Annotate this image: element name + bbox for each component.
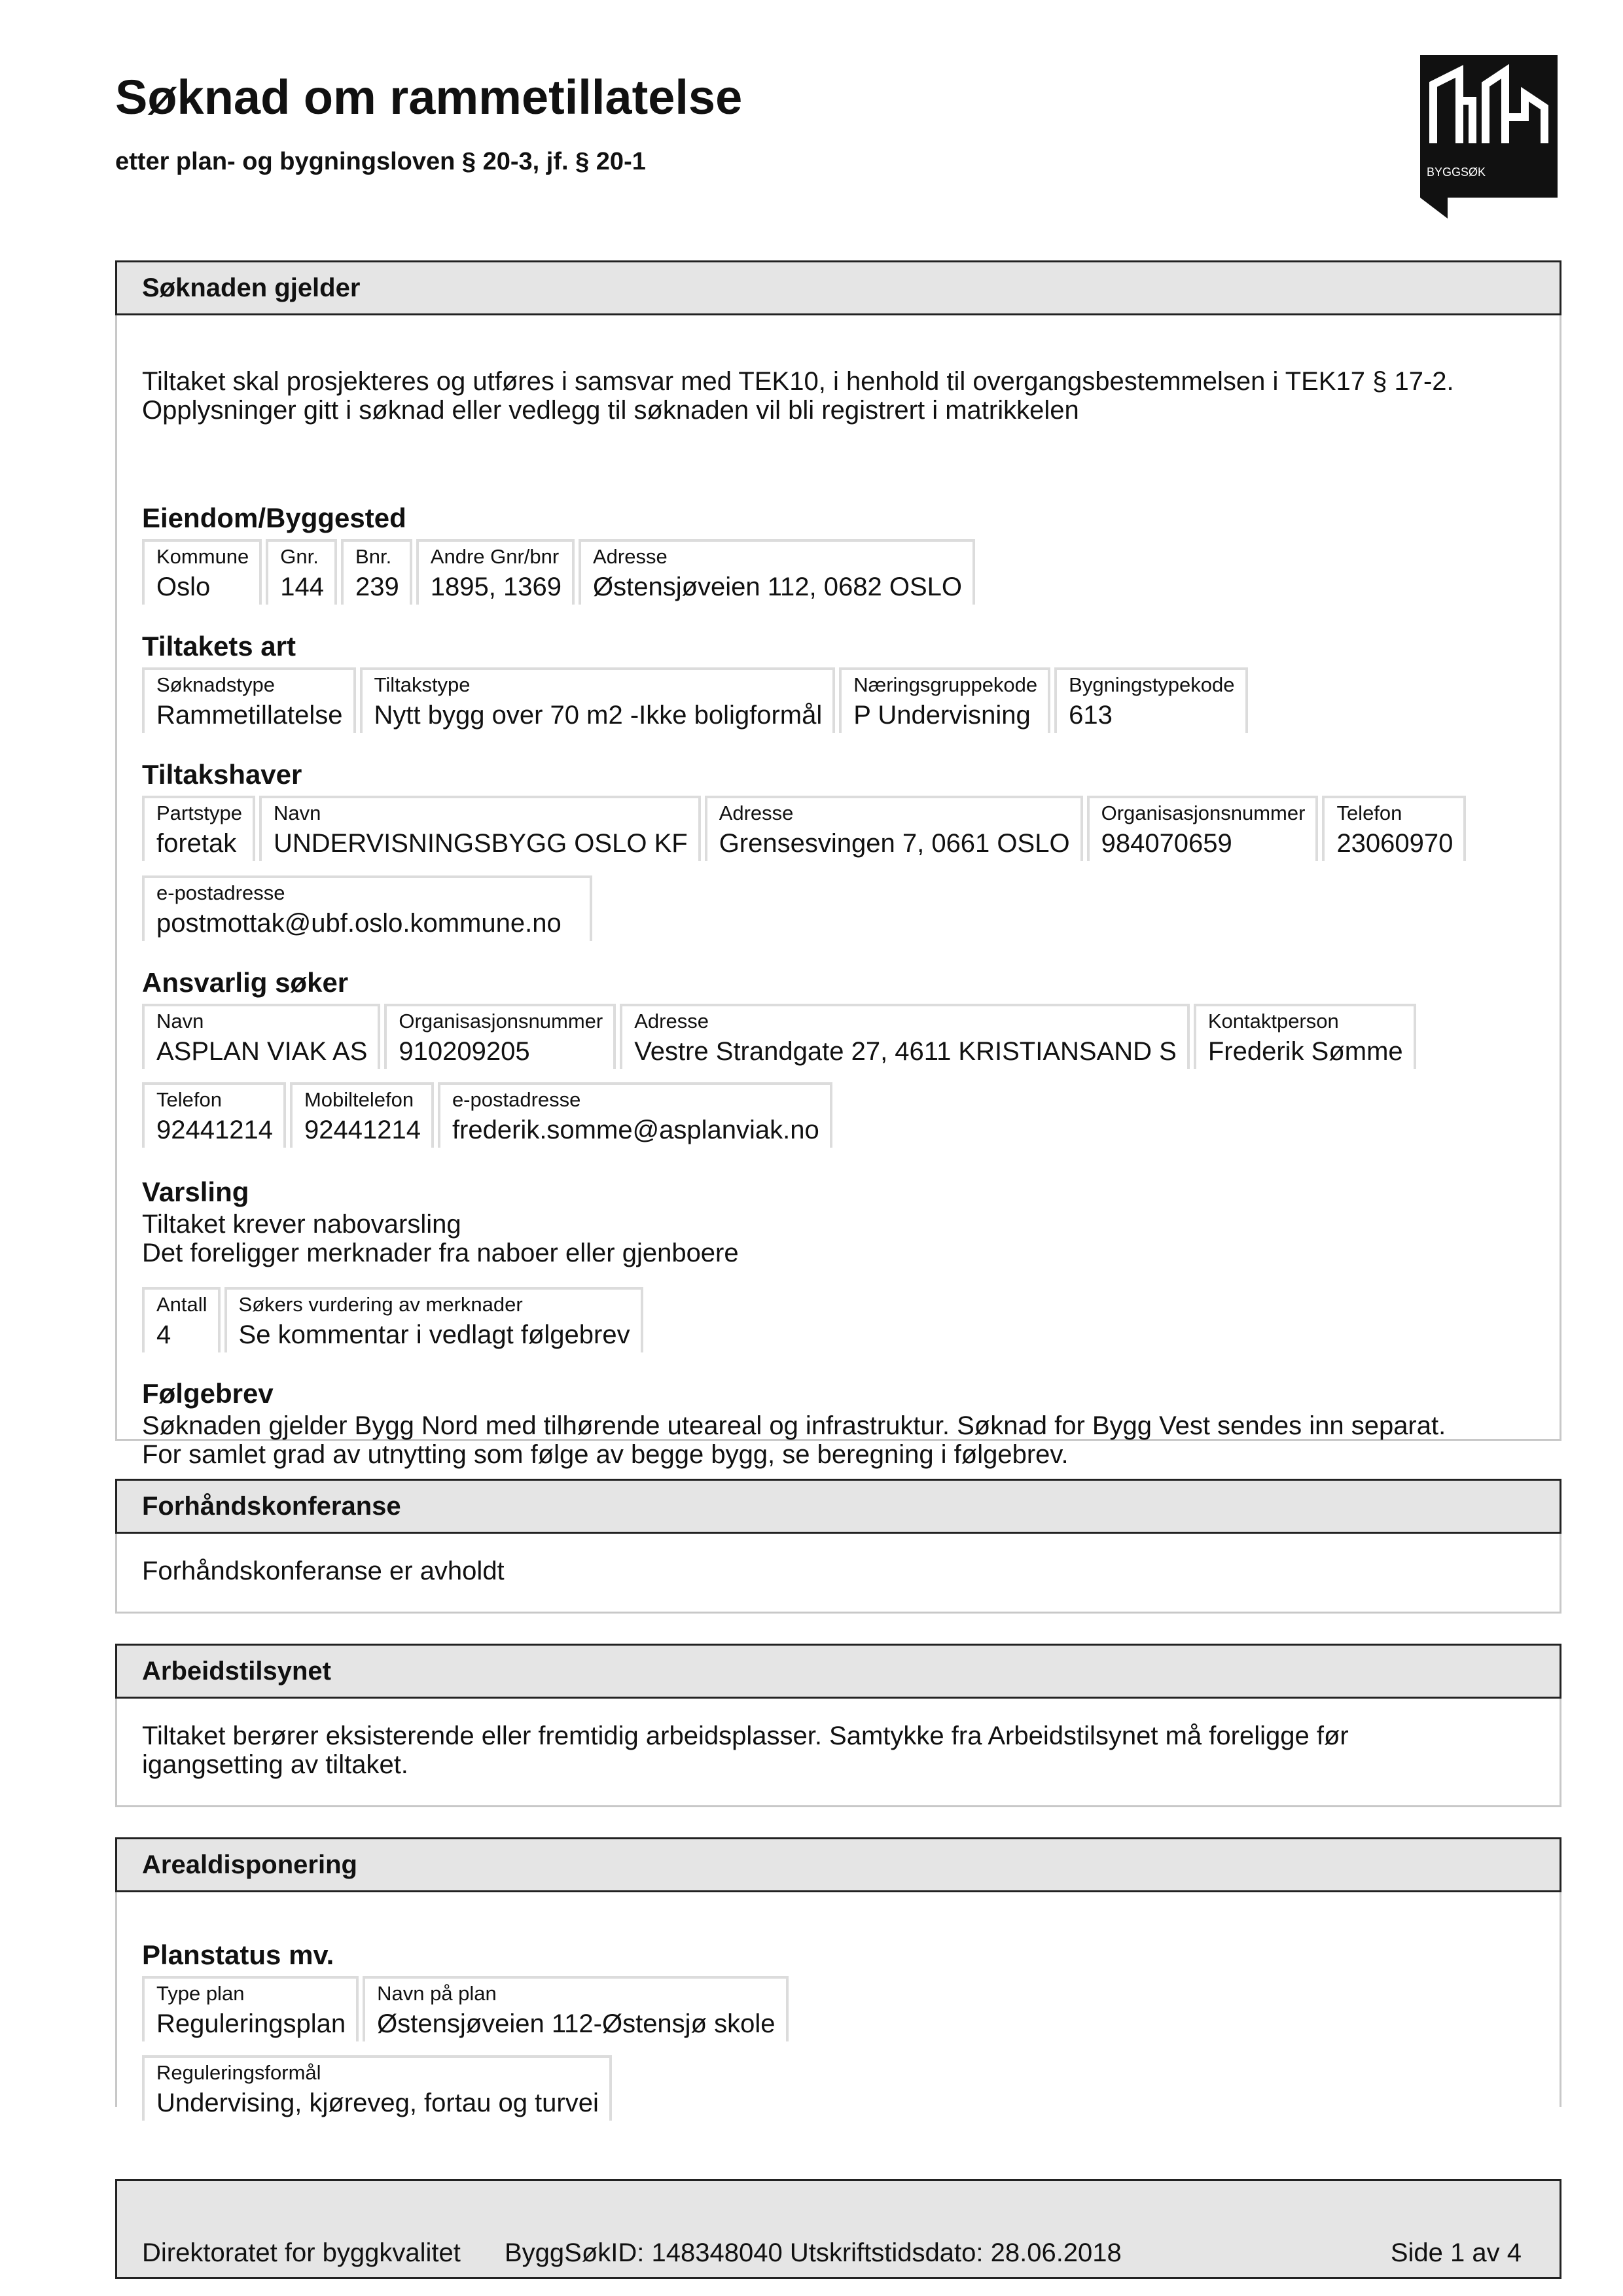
field-andre-gnr-bnr: Andre Gnr/bnr 1895, 1369	[416, 539, 575, 605]
field-kontaktperson: Kontaktperson Frederik Sømme	[1194, 1004, 1416, 1069]
ansvarlig-soker-heading: Ansvarlig søker	[142, 967, 349, 998]
forhandskonferanse-text: Forhåndskonferanse er avholdt	[142, 1557, 505, 1585]
field-kommune: Kommune Oslo	[142, 539, 262, 605]
field-naeringsgruppekode: Næringsgruppekode P Undervisning	[839, 667, 1050, 733]
field-soknadstype: Søknadstype Rammetillatelse	[142, 667, 356, 733]
field-e-postadresse: e-postadresse frederik.somme@asplanviak.no	[438, 1082, 832, 1148]
field-navn-pa-plan: Navn på plan Østensjøveien 112-Østensjø skole	[363, 1976, 788, 2041]
byggsok-logo	[1420, 55, 1558, 219]
tiltakets-art-fields	[142, 667, 1248, 733]
field-organisasjonsnummer: Organisasjonsnummer 910209205	[384, 1004, 616, 1069]
section-heading: Arealdisponering	[115, 1837, 1561, 1892]
field-bnr: Bnr. 239	[341, 539, 412, 605]
field-antall: Antall 4	[142, 1287, 221, 1352]
footer-org: Direktoratet for byggkvalitet	[142, 2238, 461, 2267]
tiltakets-art-heading: Tiltakets art	[142, 631, 296, 662]
section-forhandskonferanse	[115, 1479, 1561, 1614]
logo-text: BYGGSØK	[1427, 166, 1486, 179]
section-heading: Forhåndskonferanse	[115, 1479, 1561, 1534]
reguleringsformal-row	[142, 2055, 612, 2121]
field-navn: Navn ASPLAN VIAK AS	[142, 1004, 380, 1069]
field-adresse: Adresse Grensesvingen 7, 0661 OSLO	[705, 796, 1083, 861]
footer-page-number: Side 1 av 4	[1390, 2238, 1522, 2267]
folgebrev-line-1: Søknaden gjelder Bygg Nord med tilhørende uteareal og infrastruktur. Søknad for Bygg Vest sendes inn separat.	[142, 1411, 1446, 1440]
intro-line-1: Tiltaket skal prosjekteres og utføres i samsvar med TEK10, i henhold til overgangsbestemmelsen i TEK17 § 17-2.	[142, 367, 1454, 396]
field-navn: Navn UNDERVISNINGSBYGG OSLO KF	[259, 796, 701, 861]
tiltakshaver-heading: Tiltakshaver	[142, 759, 302, 790]
field-organisasjonsnummer: Organisasjonsnummer 984070659	[1087, 796, 1319, 861]
section-soknaden-gjelder	[115, 260, 1561, 1469]
planstatus-fields	[142, 1976, 789, 2041]
field-mobiltelefon: Mobiltelefon 92441214	[290, 1082, 434, 1148]
intro-line-2: Opplysninger gitt i søknad eller vedlegg til søknaden vil bli registrert i matrikkelen	[142, 396, 1079, 425]
field-sokers-vurdering: Søkers vurdering av merknader Se kommentar i vedlagt følgebrev	[224, 1287, 643, 1352]
page-footer	[115, 2179, 1561, 2279]
arbeidstilsynet-line-2: igangsetting av tiltaket.	[142, 1750, 408, 1779]
document-title: Søknad om rammetillatelse	[115, 70, 743, 124]
arbeidstilsynet-line-1: Tiltaket berører eksisterende eller fremtidig arbeidsplasser. Samtykke fra Arbeidstilsynet må foreligge før	[142, 1722, 1349, 1750]
section-heading: Søknaden gjelder	[115, 260, 1561, 315]
eiendom-heading: Eiendom/Byggested	[142, 503, 406, 533]
folgebrev-heading: Følgebrev	[142, 1378, 274, 1409]
section-heading: Arbeidstilsynet	[115, 1644, 1561, 1699]
tiltakshaver-email-row	[142, 875, 592, 941]
field-tiltakstype: Tiltakstype Nytt bygg over 70 m2 -Ikke boligformål	[360, 667, 836, 733]
field-reguleringsformal: Reguleringsformål Undervising, kjøreveg, fortau og turvei	[142, 2055, 612, 2121]
planstatus-heading: Planstatus mv.	[142, 1939, 334, 1970]
field-adresse: Adresse Vestre Strandgate 27, 4611 KRISTIANSAND S	[620, 1004, 1190, 1069]
tiltakshaver-fields	[142, 796, 1466, 861]
varsling-line-1: Tiltaket krever nabovarsling	[142, 1210, 461, 1239]
section-arbeidstilsynet	[115, 1644, 1561, 1807]
field-telefon: Telefon 92441214	[142, 1082, 286, 1148]
field-bygningstypekode: Bygningstypekode 613	[1054, 667, 1247, 733]
field-telefon: Telefon 23060970	[1322, 796, 1466, 861]
field-partstype: Partstype foretak	[142, 796, 255, 861]
ansvarlig-fields	[142, 1004, 1416, 1069]
footer-byggsok-id: ByggSøkID: 148348040 Utskriftstidsdato: 28.06.2018	[505, 2238, 1122, 2267]
field-type-plan: Type plan Reguleringsplan	[142, 1976, 359, 2041]
varsling-heading: Varsling	[142, 1176, 249, 1207]
field-e-postadresse: e-postadresse postmottak@ubf.oslo.kommune.no	[142, 875, 592, 941]
field-adresse: Adresse Østensjøveien 112, 0682 OSLO	[579, 539, 975, 605]
eiendom-fields	[142, 539, 975, 605]
field-gnr: Gnr. 144	[266, 539, 337, 605]
ansvarlig-contact-fields	[142, 1082, 832, 1148]
document-subtitle: etter plan- og bygningsloven § 20-3, jf. § 20-1	[115, 148, 646, 175]
folgebrev-line-2: For samlet grad av utnytting som følge av begge bygg, se beregning i følgebrev.	[142, 1440, 1069, 1469]
section-arealdisponering	[115, 1837, 1561, 2117]
varsling-line-2: Det foreligger merknader fra naboer eller gjenboere	[142, 1239, 739, 1267]
varsling-fields	[142, 1287, 643, 1352]
